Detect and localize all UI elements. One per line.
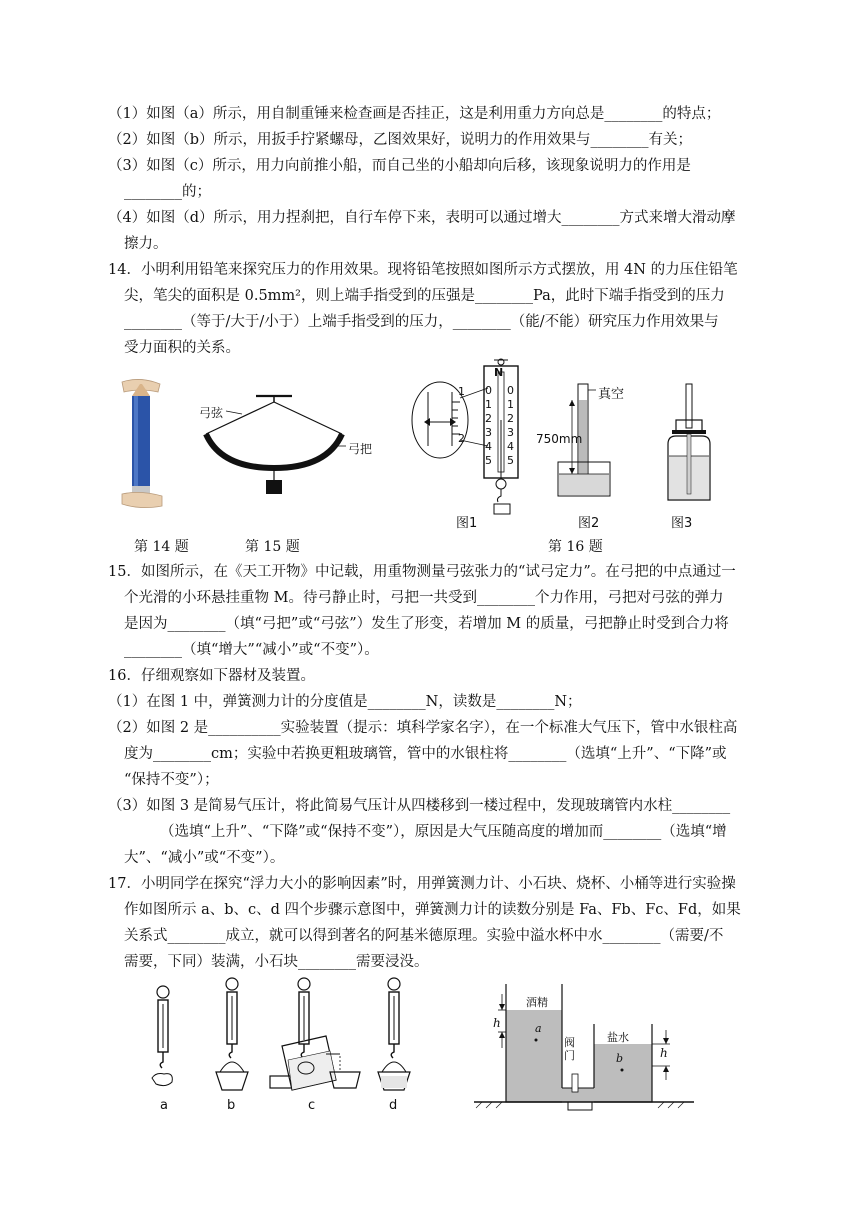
caption-q14: 第 14 题 bbox=[134, 539, 189, 555]
barometer-figure bbox=[660, 384, 720, 508]
scale-right-1: 1 bbox=[507, 398, 514, 411]
q15-line1: 15．如图所示，在《天工开物》中记载，用重物测量弓弦张力的“试弓定力”。在弓把的中点通过一 bbox=[108, 564, 736, 580]
zoom-label-2: 2 bbox=[458, 432, 465, 445]
valve-label: 阀门 bbox=[564, 1036, 575, 1062]
q16-part2-cont2: “保持不变”）； bbox=[124, 772, 219, 788]
step-b-figure bbox=[212, 976, 252, 1092]
q13-part3: （3）如图（c）所示，用力向前推小船，而自己坐的小船却向后移，该现象说明力的作用是 bbox=[108, 158, 691, 174]
q16-part2-cont: 度为________cm；实验中若换更粗玻璃管，管中的水银柱将________（选填“上升”、“下降”或 bbox=[124, 746, 727, 762]
point-a-label: a bbox=[535, 1022, 542, 1035]
caption-q16: 第 16 题 bbox=[548, 539, 603, 555]
fig3-label: 图3 bbox=[671, 516, 693, 531]
q16-part1: （1）在图 1 中，弹簧测力计的分度值是________N，读数是________N； bbox=[108, 694, 582, 710]
scale-right-5: 5 bbox=[507, 454, 514, 467]
q15-line2: 个光滑的小环悬挂重物 M。待弓静止时，弓把一共受到________个力作用，弓把对弓弦的弹力 bbox=[124, 590, 724, 606]
q13-part3-cont: ________的； bbox=[124, 184, 211, 200]
h-right-label: h bbox=[660, 1046, 668, 1060]
alcohol-label: 酒精 bbox=[526, 996, 548, 1009]
q14-line3: ________（等于/大于/小于）上端手指受到的压力，________（能/不能）研究压力作用效果与 bbox=[124, 314, 719, 330]
q16-part3-cont: （选填“上升”、“下降”或“保持不变”），原因是大气压随高度的增加而________（选填“增 bbox=[160, 824, 727, 840]
fig2-label: 图2 bbox=[578, 516, 600, 531]
scale-left-3: 3 bbox=[485, 426, 492, 439]
scale-right-4: 4 bbox=[507, 440, 514, 453]
q13-part1: （1）如图（a）所示，用自制重锤来检查画是否挂正，这是利用重力方向总是________的特点； bbox=[108, 106, 721, 122]
q15-line3: 是因为________（填“弓把”或“弓弦”）发生了形变，若增加 M 的质量，弓把静止时受到合力将 bbox=[124, 616, 729, 632]
q15-line4: ________（填“增大”“减小”或“不变”）。 bbox=[124, 642, 379, 658]
step-b-label: b bbox=[227, 1098, 236, 1113]
scale-right-numbers bbox=[507, 384, 514, 468]
zoom-label-1: 1 bbox=[458, 385, 465, 398]
scale-right-2: 2 bbox=[507, 412, 514, 425]
brine-label: 盐水 bbox=[607, 1031, 629, 1044]
step-d-figure bbox=[374, 976, 414, 1092]
q14-line2: 尖，笔尖的面积是 0.5mm²，则上端手指受到的压强是________Pa，此时下端手指受到的压力 bbox=[124, 288, 725, 304]
point-b-label: b bbox=[616, 1052, 624, 1065]
step-a-figure bbox=[146, 984, 180, 1090]
q16-part3: （3）如图 3 是简易气压计，将此简易气压计从四楼移到一楼过程中，发现玻璃管内水柱________ bbox=[108, 798, 731, 814]
q17-line2: 作如图所示 a、b、c、d 四个步骤示意图中，弹簧测力计的读数分别是 Fa、Fb、Fc、Fd，如果 bbox=[124, 902, 741, 918]
q13-part4-cont: 擦力。 bbox=[124, 236, 168, 252]
scale-left-numbers bbox=[485, 384, 492, 468]
vacuum-label: 真空 bbox=[598, 387, 625, 402]
q13-part4: （4）如图（d）所示，用力捏刹把，自行车停下来，表明可以通过增大________方式来增大滑动摩 bbox=[108, 210, 736, 226]
q17-line4: 需要，下同）装满，小石块________需要浸没。 bbox=[124, 954, 429, 970]
q16-part3-cont2: 大”、“减小”或“不变”）。 bbox=[124, 850, 285, 866]
q17-line3: 关系式________成立，就可以得到著名的阿基米德原理。实验中溢水杯中水________（需要/不 bbox=[124, 928, 724, 944]
scale-left-1: 1 bbox=[485, 398, 492, 411]
q14-line4: 受力面积的关系。 bbox=[124, 340, 240, 356]
step-a-label: a bbox=[160, 1098, 168, 1113]
q14-line1: 14．小明利用铅笔来探究压力的作用效果。现将铅笔按照如图所示方式摆放，用 4N 的力压住铅笔 bbox=[108, 262, 738, 278]
caption-q15: 第 15 题 bbox=[245, 539, 300, 555]
newton-unit-label: N bbox=[494, 366, 504, 379]
step-d-label: d bbox=[389, 1098, 398, 1113]
scale-right-0: 0 bbox=[507, 384, 514, 397]
scale-left-5: 5 bbox=[485, 454, 492, 467]
fig1-label: 图1 bbox=[456, 516, 478, 531]
q17-line1: 17．小明同学在探究“浮力大小的影响因素”时，用弹簧测力计、小石块、烧杯、小桶等进行实验操 bbox=[108, 876, 736, 892]
scale-left-2: 2 bbox=[485, 412, 492, 425]
mercury-height-label: 750mm bbox=[536, 432, 583, 446]
pencil-figure bbox=[120, 378, 170, 508]
step-c-figure bbox=[268, 976, 364, 1092]
scale-left-0: 0 bbox=[485, 384, 492, 397]
q13-part2: （2）如图（b）所示，用扳手拧紧螺母，乙图效果好，说明力的作用效果与________有关； bbox=[108, 132, 693, 148]
bow-handle-label: 弓把 bbox=[348, 442, 373, 456]
scale-left-4: 4 bbox=[485, 440, 492, 453]
bow-string-label: 弓弦 bbox=[199, 406, 224, 420]
q16-part2: （2）如图 2 是__________实验装置（提示：填科学家名字），在一个标准大气压下，管中水银柱高 bbox=[108, 720, 738, 736]
step-c-label: c bbox=[308, 1098, 316, 1113]
h-left-label: h bbox=[493, 1016, 501, 1030]
scale-right-3: 3 bbox=[507, 426, 514, 439]
q16-intro: 16．仔细观察如下器材及装置。 bbox=[108, 668, 315, 684]
